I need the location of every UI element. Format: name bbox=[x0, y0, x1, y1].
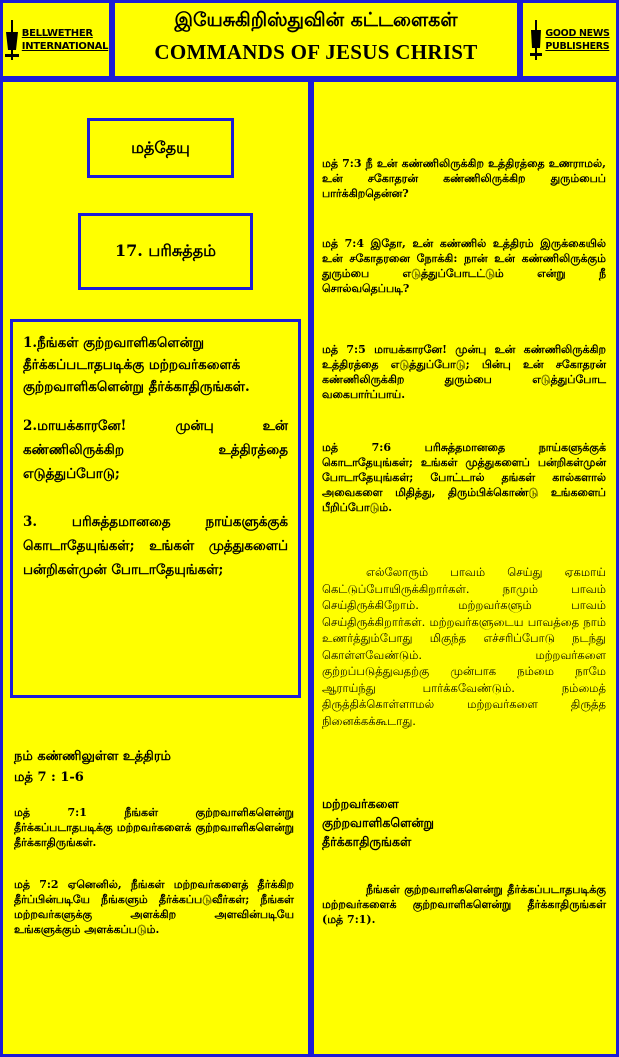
command-3: 3. பரிசுத்தமானதை நாய்களுக்குக் கொடாதேயுங்கள்; உங்கள் முத்துகளைப் பன்றிகள்முன் போடாதேயுங்கள்; bbox=[23, 514, 288, 578]
verse-7-2: மத் 7:2 ஏனெனில், நீங்கள் மற்றவர்களைத் தீர்க்கிற தீர்ப்பின்படியே நீங்களும் தீர்க்கப்படுவீர்கள்; நீங்கள் மற்றவர்களுக்கு அளக்கிற அளவின்படியே உங்களுக்கும் அளக்கப்படும். bbox=[14, 878, 294, 936]
left-logo-line2: INTERNATIONAL bbox=[21, 40, 109, 52]
bellwether-logo-icon bbox=[4, 20, 20, 60]
right-logo-line1: GOOD NEWS bbox=[545, 27, 610, 39]
reflection-text: எல்லோரும் பாவம் செய்து ஏகமாய் கெட்டுப்போயிருக்கிறார்கள். நாமும் பாவம் செய்திருக்கிறோம். மற்றவர்களும் பாவம் செய்திருக்கிறார்கள். மற்றவர்களுடைய பாவத்தை நாம் உணர்த்தும்போது மிகுந்த எச்சரிப்போடு நடந்து கொள்ளவேண்டும். மற்றவர்களை குற்றப்படுத்துவதற்கு முன்பாக நம்மை நாமே ஆராய்ந்து பார்க்கவேண்டும். நம்மைத் திருத்திக்கொள்ளாமல் மற்றவர்களை திருத்த நினைக்கக்கூடாது. bbox=[322, 565, 606, 728]
good-news-logo bbox=[529, 20, 609, 60]
left-logo-box bbox=[0, 0, 112, 79]
commands-box bbox=[10, 319, 301, 698]
section-text: நீங்கள் குற்றவாளிகளென்று தீர்க்கப்படாதபடிக்கு மற்றவர்களைக் குற்றவாளிகளென்று தீர்க்காதிருங்கள் (மத் 7:1). bbox=[322, 883, 606, 926]
command-1: 1.நீங்கள் குற்றவாளிகளென்று தீர்க்கப்படாதபடிக்கு மற்றவர்களைக் குற்றவாளிகளென்று தீர்க்காதிருங்கள். bbox=[23, 335, 250, 395]
verse-7-1: மத் 7:1 நீங்கள் குற்றவாளிகளென்று தீர்க்கப்படாதபடிக்கு மற்றவர்களைக் குற்றவாளிகளென்று தீர்க்காதிருங்கள். bbox=[14, 806, 294, 849]
title-tamil: இயேசுகிறிஸ்துவின் கட்டளைகள் bbox=[174, 9, 458, 31]
verse-7-5: மத் 7:5 மாயக்காரனே! முன்பு உன் கண்ணிலிருக்கிற உத்திரத்தை எடுத்துப்போடு; பின்பு உன் சகோதரன் கண்ணிலிருக்கிற துரும்பை எடுத்துப்போட வகைபார்ப்பாய். bbox=[322, 343, 606, 401]
reference: மத் 7 : 1-6 bbox=[14, 770, 84, 785]
command-2: 2.மாயக்காரனே! முன்பு உன் கண்ணிலிருக்கிற உத்திரத்தை எடுத்துப்போடு; bbox=[23, 418, 288, 482]
good-news-logo-icon bbox=[529, 20, 543, 60]
left-logo-line1: BELLWETHER bbox=[21, 27, 93, 39]
reference-block bbox=[14, 746, 294, 788]
right-logo-line2: PUBLISHERS bbox=[545, 40, 610, 52]
title-box bbox=[112, 0, 520, 79]
verse-7-4: மத் 7:4 இதோ, உன் கண்ணில் உத்திரம் இருக்கையில் உன் சகோதரனை நோக்கி: நான் உன் கண்ணிலிருக்கும் துரும்பை எடுத்துப்போடட்டும் என்று நீ சொல்வதெப்படி? bbox=[322, 237, 606, 295]
book-title: மத்தேயு bbox=[87, 118, 234, 178]
title-english: COMMANDS OF JESUS CHRIST bbox=[154, 40, 478, 64]
section-title: மற்றவர்களை குற்றவாளிகளென்று தீர்க்காதிருங்கள் bbox=[322, 796, 434, 849]
topic-title: 17. பரிசுத்தம் bbox=[78, 213, 253, 290]
bellwether-logo bbox=[4, 20, 108, 60]
right-logo-box bbox=[520, 0, 619, 79]
verse-7-3: மத் 7:3 நீ உன் கண்ணிலிருக்கிற உத்திரத்தை உணராமல், உன் சகோதரன் கண்ணிலிருக்கிற துரும்பைப் பார்க்கிறதென்ன? bbox=[322, 157, 606, 200]
reference-title: நம் கண்ணிலுள்ள உத்திரம் bbox=[14, 749, 171, 764]
verse-7-6: மத் 7:6 பரிசுத்தமானதை நாய்களுக்குக் கொடாதேயுங்கள்; உங்கள் முத்துகளைப் பன்றிகள்முன் போடாதேயுங்கள்; போட்டால் தங்கள் கால்களால் அவைகளை மிதித்து, திரும்பிக்கொண்டு உங்களைப் பீறிப்போடும். bbox=[322, 441, 606, 514]
